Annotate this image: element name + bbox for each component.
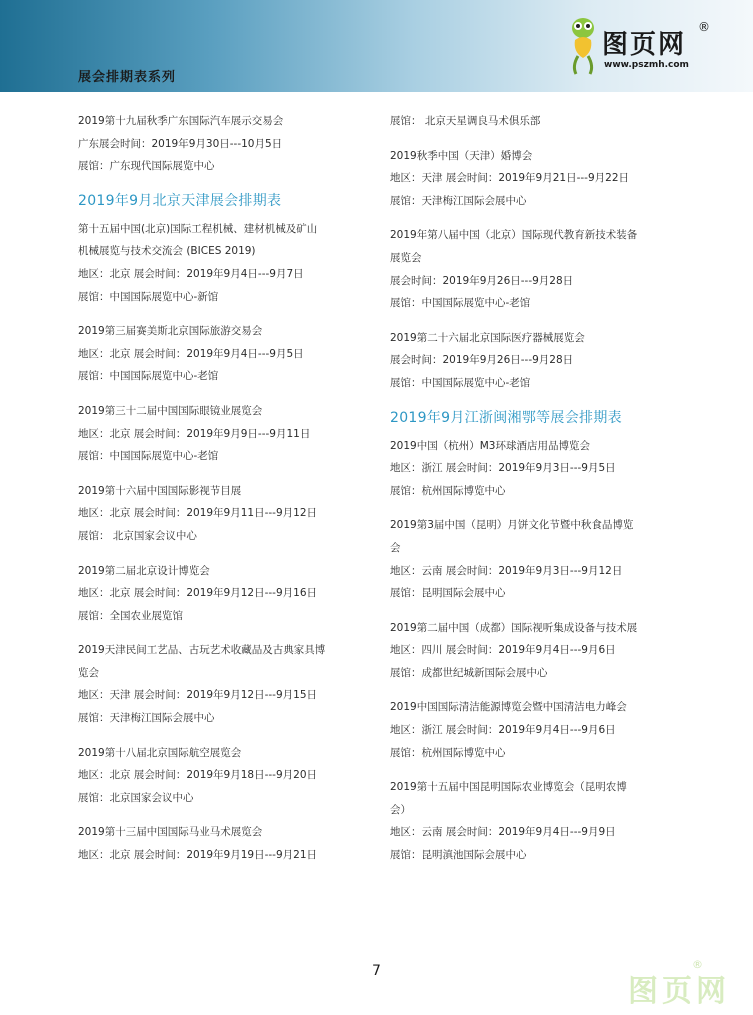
exhibition-entry [390, 617, 690, 685]
entry-line: 地区：北京 展会时间：2019年9月11日---9月12日 [78, 507, 318, 520]
entry-line: 广东展会时间：2019年9月30日---10月5日 [78, 137, 283, 150]
entry-line: 地区：北京 展会时间：2019年9月12日---9月16日 [78, 587, 318, 600]
entry-line: 地区：北京 展会时间：2019年9月19日---9月21日 [78, 849, 318, 862]
entry-line: 览会 [78, 666, 99, 679]
exhibition-entry [390, 145, 690, 213]
entry-line: 展馆：中国国际展览中心-老馆 [78, 370, 219, 383]
entry-line: 展馆：杭州国际博览中心 [390, 746, 506, 759]
exhibition-entry [78, 400, 378, 468]
exhibition-entry-continued [390, 110, 690, 133]
page-number: 7 [372, 963, 381, 979]
series-title: 展会排期表系列 [78, 70, 177, 85]
exhibition-entry [78, 110, 378, 178]
entry-line: 地区：云南 展会时间：2019年9月3日---9月12日 [390, 564, 623, 577]
entry-line: 地区：北京 展会时间：2019年9月18日---9月20日 [78, 769, 318, 782]
exhibition-entry [78, 742, 378, 810]
entry-line: 展览会 [390, 251, 422, 264]
entry-line: 地区：北京 展会时间：2019年9月9日---9月11日 [78, 427, 311, 440]
entry-line: 展馆：成都世纪城新国际会展中心 [390, 666, 548, 679]
entry-line: 2019第十八届北京国际航空展览会 [78, 746, 242, 759]
entry-line: 2019第三十二届中国国际眼镜业展览会 [78, 404, 263, 417]
entry-line: 展馆：天津梅江国际会展中心 [390, 194, 527, 207]
watermark-registered-mark: ® [692, 958, 703, 971]
logo-brand-text: 图页网 [602, 30, 687, 60]
entry-line: 2019第二届中国（成都）国际视听集成设备与技术展 [390, 621, 638, 634]
exhibition-entry [78, 821, 378, 866]
left-column [78, 110, 378, 879]
entry-line: 展馆：杭州国际博览中心 [390, 484, 506, 497]
entry-line: 地区：天津 展会时间：2019年9月21日---9月22日 [390, 172, 630, 185]
entry-line: 地区：浙江 展会时间：2019年9月4日---9月6日 [390, 724, 616, 737]
entry-line: 2019中国（杭州）M3环球酒店用品博览会 [390, 439, 590, 452]
exhibition-entry [78, 320, 378, 388]
entry-line: 展馆：广东现代国际展览中心 [78, 160, 215, 173]
entry-line: 2019年第八届中国（北京）国际现代教育新技术装备 [390, 229, 638, 242]
page-header-band [0, 0, 753, 92]
logo-registered-mark: ® [698, 20, 710, 34]
entry-line: 展馆：北京国家会议中心 [78, 791, 194, 804]
entry-line: 会 [390, 541, 401, 554]
exhibition-entry [390, 776, 690, 866]
entry-line: 展馆：天津梅江国际会展中心 [78, 712, 215, 725]
exhibition-entry [390, 696, 690, 764]
exhibition-entry [78, 639, 378, 729]
entry-line: 展馆：昆明国际会展中心 [390, 587, 506, 600]
entry-line: 展馆：中国国际展览中心-新馆 [78, 290, 219, 303]
exhibition-entry [390, 435, 690, 503]
entry-line: 2019天津民间工艺品、古玩艺术收藏品及古典家具博 [78, 644, 326, 657]
exhibition-entry [78, 560, 378, 628]
entry-line: 机械展览与技术交流会 (BICES 2019) [78, 245, 256, 258]
exhibition-entry [390, 514, 690, 604]
entry-line: 2019第十九届秋季广东国际汽车展示交易会 [78, 115, 284, 127]
exhibition-entry [390, 224, 690, 314]
logo-url: www.pszmh.com [604, 60, 689, 70]
entry-line: 2019第二届北京设计博览会 [78, 564, 210, 577]
entry-line: 2019第二十六届北京国际医疗器械展览会 [390, 331, 585, 344]
entry-line: 展馆：中国国际展览中心-老馆 [390, 376, 531, 389]
entry-line: 展会时间：2019年9月26日---9月28日 [390, 274, 574, 287]
entry-line: 展会时间：2019年9月26日---9月28日 [390, 354, 574, 367]
entry-line: 2019第三届赛美斯北京国际旅游交易会 [78, 325, 263, 338]
entry-line: 地区：天津 展会时间：2019年9月12日---9月15日 [78, 689, 318, 702]
entry-line: 2019中国国际清洁能源博览会暨中国清洁电力峰会 [390, 701, 627, 714]
entry-line: 展馆： 北京天星调良马术俱乐部 [390, 115, 541, 127]
entry-line: 地区：云南 展会时间：2019年9月4日---9月9日 [390, 826, 616, 839]
entry-line: 地区：北京 展会时间：2019年9月4日---9月5日 [78, 347, 304, 360]
entry-line: 会） [390, 803, 411, 816]
section-heading-beijing-tianjin: 2019年9月北京天津展会排期表 [78, 192, 282, 209]
watermark-text: 图页网 [628, 974, 730, 1009]
exhibition-entry [78, 480, 378, 548]
entry-line: 展馆：中国国际展览中心-老馆 [78, 450, 219, 463]
entry-line: 2019第十三届中国国际马业马术展览会 [78, 826, 263, 839]
entry-line: 地区：浙江 展会时间：2019年9月3日---9月5日 [390, 462, 616, 475]
entry-line: 展馆： 北京国家会议中心 [78, 529, 197, 542]
right-column [390, 110, 690, 879]
entry-line: 展馆：中国国际展览中心-老馆 [390, 297, 531, 310]
entry-line: 展馆：昆明滇池国际会展中心 [390, 849, 527, 862]
entry-line: 2019秋季中国（天津）婚博会 [390, 149, 533, 162]
mascot-logo-icon [566, 16, 600, 76]
entry-line: 2019第十五届中国昆明国际农业博览会（昆明农博 [390, 781, 627, 794]
entry-line: 2019第十六届中国国际影视节目展 [78, 484, 242, 497]
entry-line: 地区：北京 展会时间：2019年9月4日---9月7日 [78, 267, 304, 280]
exhibition-entry [78, 218, 378, 308]
site-logo [566, 14, 716, 80]
entry-line: 地区：四川 展会时间：2019年9月4日---9月6日 [390, 644, 616, 657]
watermark-logo [628, 958, 738, 1009]
section-heading-jiangzhe: 2019年9月江浙闽湘鄂等展会排期表 [390, 409, 622, 426]
entry-line: 展馆：全国农业展览馆 [78, 609, 183, 622]
entry-line: 2019第3届中国（昆明）月饼文化节暨中秋食品博览 [390, 519, 634, 532]
exhibition-entry [390, 327, 690, 395]
entry-line: 第十五届中国(北京)国际工程机械、建材机械及矿山 [78, 222, 318, 235]
